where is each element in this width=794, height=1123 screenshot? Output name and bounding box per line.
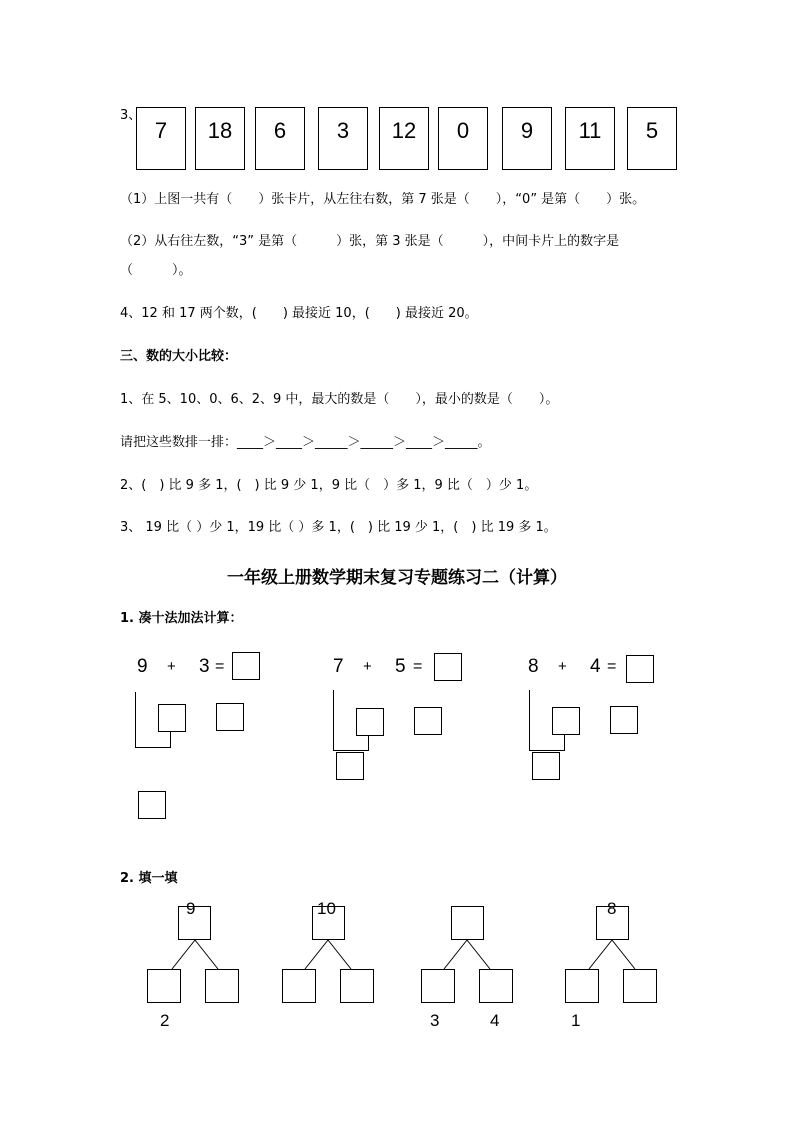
tree-branch (467, 940, 490, 969)
number-card: 11 (565, 107, 615, 170)
addend-b: 4 (590, 656, 601, 677)
number-card: 5 (627, 107, 677, 170)
section-3-q1: 1、在 5、10、0、6、2、9 中，最大的数是（ ），最小的数是（ ）。 (120, 392, 559, 407)
tree-left-box[interactable] (421, 969, 455, 1003)
number-card: 0 (438, 107, 488, 170)
tree-branch (589, 940, 612, 969)
tree-top-number: 8 (607, 899, 617, 918)
equals-sign: = (413, 658, 423, 675)
tree-left-number: 2 (160, 1011, 170, 1030)
tree-left-box[interactable] (147, 969, 181, 1003)
addend-b: 3 (199, 656, 210, 677)
addend-a: 7 (333, 656, 344, 677)
tree-left-box[interactable] (565, 969, 599, 1003)
tree-top-number: 9 (186, 899, 196, 918)
part-1-heading: 1. 凑十法加法计算： (120, 611, 243, 626)
tree-branch (195, 940, 218, 969)
equals-sign: = (215, 658, 225, 675)
question-3-label: 3、 (120, 108, 142, 123)
tree-right-box[interactable] (205, 969, 239, 1003)
q3-part2-text: （2）从右往左数，“3” 是第（ ）张，第 3 张是（ ），中间卡片上的数字是 (120, 234, 620, 249)
section-3-q2: 2、( ) 比 9 多 1，( ) 比 9 少 1，9 比（ ）多 1，9 比（ ）少 1。 (120, 478, 538, 493)
tree-left-number: 3 (430, 1011, 440, 1030)
number-card: 3 (318, 107, 368, 170)
section-3-q3: 3、 19 比（ ）少 1，19 比（ ）多 1，( ) 比 19 少 1，( ) 比 19 多 1。 (120, 520, 557, 535)
section-3-heading: 三、数的大小比较： (120, 349, 238, 364)
addend-b: 5 (395, 656, 406, 677)
page-title: 一年级上册数学期末复习专题练习二（计算） (227, 568, 567, 588)
number-card: 6 (255, 107, 305, 170)
tree-branch (612, 940, 635, 969)
tree-right-box[interactable] (340, 969, 374, 1003)
tree-right-number: 4 (490, 1011, 500, 1030)
tree-left-box[interactable] (282, 969, 316, 1003)
number-card: 7 (136, 107, 186, 170)
tree-left-number: 1 (571, 1011, 581, 1030)
tree-right-box[interactable] (623, 969, 657, 1003)
plus-sign: + (167, 658, 176, 675)
number-card: 18 (195, 107, 245, 170)
tree-top-number: 10 (317, 899, 336, 918)
tree-right-box[interactable] (479, 969, 513, 1003)
tree-branch (305, 940, 328, 969)
addend-a: 8 (528, 656, 539, 677)
number-card: 12 (379, 107, 429, 170)
plus-sign: + (363, 658, 372, 675)
question-4-text: 4、12 和 17 两个数，( ) 最接近 10，( ) 最接近 20。 (120, 306, 478, 321)
section-3-order: 请把这些数排一排：____＞____＞_____＞_____＞____＞_____。 (120, 435, 491, 450)
addend-a: 9 (137, 656, 148, 677)
tree-branch (172, 940, 195, 969)
equals-sign: = (607, 658, 617, 675)
part-2-heading: 2. 填一填 (120, 871, 178, 886)
number-card: 9 (502, 107, 552, 170)
q3-part1-text: （1）上图一共有（ ）张卡片，从左往右数，第 7 张是（ ），“0” 是第（ ）张。 (120, 192, 646, 207)
tree-branch (444, 940, 467, 969)
tree-top-box[interactable] (451, 906, 484, 940)
q3-part2-text-cont: （ ）。 (120, 263, 192, 278)
tree-branch (328, 940, 351, 969)
plus-sign: + (558, 658, 567, 675)
